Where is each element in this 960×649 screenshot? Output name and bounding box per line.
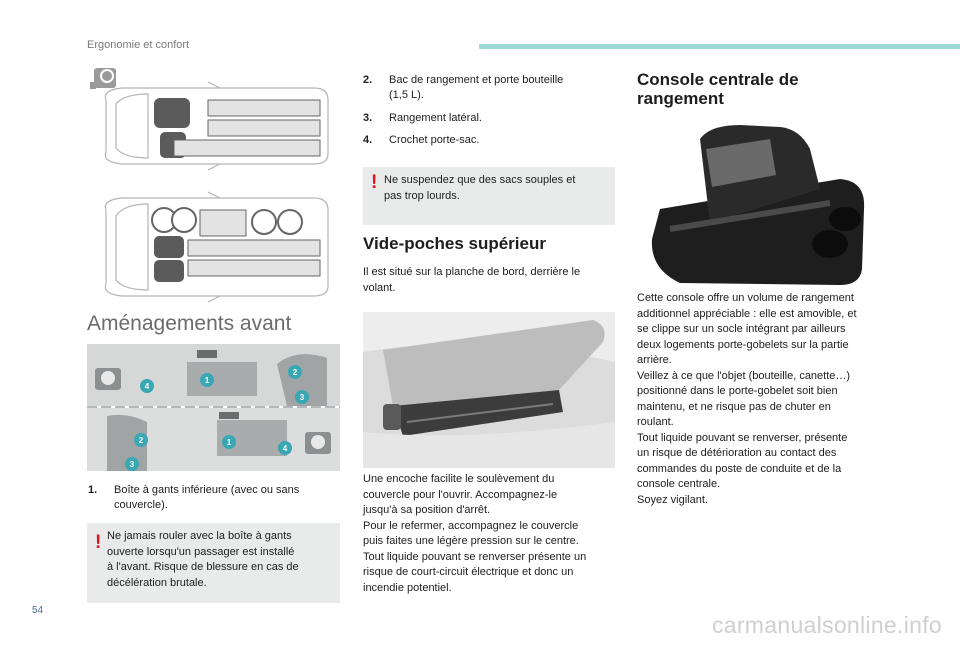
warning-icon: ! xyxy=(95,532,102,553)
item-text: Boîte à gants inférieure (avec ou sans xyxy=(114,484,300,496)
paragraph-line: se clippe sur un socle intégrant par ailleurs xyxy=(637,323,846,335)
list-item-2 xyxy=(363,73,615,105)
warning-icon: ! xyxy=(371,172,378,193)
paragraph-line: puis faites une légère pression sur le centre. xyxy=(363,535,579,547)
front-storage-photo xyxy=(87,344,340,471)
watermark: carmanualsonline.info xyxy=(711,612,942,638)
callout-1: 1 xyxy=(204,376,210,385)
warning-line: ouverte lorsqu'un passager est installé xyxy=(107,545,295,558)
center-console-body xyxy=(637,291,887,508)
paragraph-line: Une encoche facilite le soulèvement du xyxy=(363,473,555,485)
item-number: 3. xyxy=(363,112,373,124)
load-area-1 xyxy=(174,100,320,156)
callout-3b: 3 xyxy=(129,460,135,469)
item-text: Bac de rangement et porte bouteille xyxy=(389,74,564,86)
paragraph-line: Tout liquide pouvant se renverser présente un xyxy=(363,550,587,563)
item-number: 4. xyxy=(363,134,373,146)
callout-1b: 1 xyxy=(226,438,232,447)
upper-tray-body xyxy=(363,472,615,596)
callout-2: 2 xyxy=(292,368,298,377)
callout-4b: 4 xyxy=(282,444,288,453)
warning-line: Ne jamais rouler avec la boîte à gants xyxy=(107,530,292,542)
paragraph-line: couvercle pour l'ouvrir. Accompagnez-le xyxy=(363,488,558,501)
item-number: 2. xyxy=(363,74,373,86)
item-text: Crochet porte-sac. xyxy=(389,134,480,146)
section-title-upper-tray: Vide-poches supérieur xyxy=(363,234,546,253)
upper-tray-intro xyxy=(363,265,615,296)
seats-2 xyxy=(152,208,320,282)
callout-3: 3 xyxy=(299,393,305,402)
paragraph-line: Pour le refermer, accompagnez le couvercle xyxy=(363,519,579,532)
section-title-center-console xyxy=(637,70,799,108)
paragraph-line: jusqu'à sa position d'arrêt. xyxy=(363,504,491,516)
title-line: Console centrale de xyxy=(637,70,799,89)
paragraph-line: volant. xyxy=(363,281,396,294)
paragraph-line: incendie potentiel. xyxy=(363,581,452,594)
center-console-photo xyxy=(640,119,870,289)
list-item-1 xyxy=(88,483,340,515)
paragraph-line: deux logements porte-gobelets sur la partie xyxy=(637,338,849,351)
paragraph-line: roulant. xyxy=(637,416,674,428)
page-number: 54 xyxy=(32,605,44,616)
warning-line: pas trop lourds. xyxy=(384,189,460,202)
section-title-front-storage: Aménagements avant xyxy=(87,312,292,335)
paragraph-line: commandes du poste de conduite et de la xyxy=(637,462,842,475)
paragraph-line: arrière. xyxy=(637,354,672,366)
warning-line: à l'avant. Risque de blessure en cas de xyxy=(107,561,299,573)
item-number: 1. xyxy=(88,484,98,496)
callout-4: 4 xyxy=(144,382,150,391)
paragraph-line: positionné dans le porte-gobelet soit bien xyxy=(637,385,838,397)
paragraph-line: Soyez vigilant. xyxy=(637,493,708,506)
list-item-3 xyxy=(363,111,615,127)
paragraph-line: Il est situé sur la planche de bord, derrière le xyxy=(363,266,581,278)
header-accent-bar xyxy=(479,44,960,49)
paragraph-line: additionnel appréciable : elle est amovible, et xyxy=(637,307,857,320)
running-header: Ergonomie et confort xyxy=(87,39,190,51)
item-text: couvercle). xyxy=(114,499,168,511)
title-line: rangement xyxy=(637,89,724,108)
paragraph-line: risque de court-circuit électrique et donc un xyxy=(363,566,574,578)
list-item-4 xyxy=(363,133,615,149)
warning-line: décélération brutale. xyxy=(107,576,207,589)
steering-wheel-icon xyxy=(90,68,116,89)
warning-box-glovebox xyxy=(87,523,340,603)
item-text: Rangement latéral. xyxy=(389,112,482,124)
warning-line: Ne suspendez que des sacs souples et xyxy=(384,174,576,186)
paragraph-line: un risque de détérioration au contact des xyxy=(637,447,837,459)
van-layout-diagram xyxy=(88,64,340,308)
paragraph-line: Cette console offre un volume de rangement xyxy=(637,292,854,304)
paragraph-line: Tout liquide pouvant se renverser, présente xyxy=(637,431,848,444)
warning-box-bags xyxy=(363,167,615,225)
paragraph-line: maintenu, et ne risque pas de chuter en xyxy=(637,400,831,413)
paragraph-line: Veillez à ce que l'objet (bouteille, canette…) xyxy=(637,369,851,382)
item-text: (1,5 L). xyxy=(389,89,424,101)
callout-2b: 2 xyxy=(138,436,144,445)
upper-tray-photo xyxy=(363,312,615,468)
paragraph-line: console centrale. xyxy=(637,478,721,490)
